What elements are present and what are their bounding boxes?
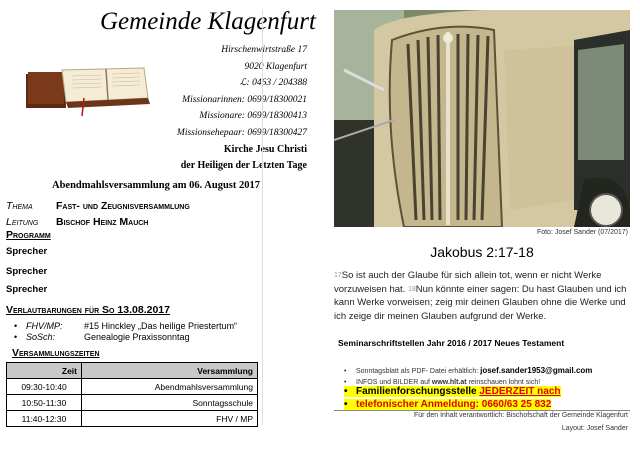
church-name-line1: Kirche Jesu Christi <box>223 144 307 155</box>
announcement-label: FHV/MP: <box>26 321 63 331</box>
column-header: Versammlung <box>82 363 258 379</box>
thema-value: Fast- und Zeugnisversammlung <box>56 200 190 212</box>
phone-registration-text: telefonischer Anmeldung: 0660/63 25 832 <box>356 399 552 410</box>
announcement-text: #15 Hinckley „Das heilige Priestertum“ <box>84 321 238 331</box>
church-name-line2: der Heiligen der Letzten Tage <box>180 160 307 171</box>
leitung-row <box>6 212 148 230</box>
column-header: Zeit <box>7 363 82 379</box>
address-phone: ℒ: 0463 / 204388 <box>239 78 307 88</box>
meeting-cell: Sonntagsschule <box>82 395 258 411</box>
church-name <box>181 142 307 174</box>
info-line-web: • INFOS und BILDER auf www.hlt.at reinschauen lohnt sich! <box>344 379 541 386</box>
photo-caption: Foto: Josef Sander (07/2017) <box>536 229 628 236</box>
announcement-item: • SoSch: Genealogie Praxissonntag <box>14 332 190 342</box>
leitung-value: Bischof Heinz Mauch <box>56 216 149 228</box>
programm-heading: Programm <box>6 229 51 241</box>
footer-layout: Layout: Josef Sander <box>561 425 628 432</box>
versammlungszeiten-heading: Versammlungszeiten <box>12 347 100 359</box>
phone-missionsehepaar: Missionsehepaar: 0699/18300427 <box>176 127 307 138</box>
table-header-row <box>7 363 258 379</box>
info-line-family-history: • Familienforschungsstelle JEDERZEIT nach <box>344 386 561 397</box>
address-block <box>177 42 307 141</box>
verse-18-text: Nun könnte einer sagen: Du hast Glauben und ich kann Werke vorweisen; zeig mir deinen Glauben ohne die Werke und ich zeige dir meinen Glauben aufgrund der Werke. <box>334 283 627 322</box>
time-cell: 11:40-12:30 <box>7 411 82 427</box>
info-line-phone: • telefonischer Anmeldung: 0660/63 25 832 <box>344 399 552 410</box>
verse-number: 18 <box>407 285 416 293</box>
footer-responsible: Für den Inhalt verantwortlich: Bischofschaft der Gemeinde Klagenfurt <box>414 412 628 419</box>
table-row <box>7 379 258 395</box>
page-title: Gemeinde Klagenfurt <box>100 8 316 35</box>
phone-missionarinnen: Missionarinnen: 0699/18300021 <box>182 94 307 105</box>
info-web-suffix: reinschauen lohnt sich! <box>466 379 541 386</box>
verlautbarungen-heading: Verlautbarungen für So 13.08.2017 <box>6 304 170 316</box>
speaker-2: Sprecher <box>6 266 48 277</box>
table-row <box>7 411 258 427</box>
verse-text <box>334 269 630 323</box>
verse-reference: Jakobus 2:17-18 <box>430 244 534 260</box>
announcement-label: SoSch: <box>26 332 56 342</box>
thema-label: Thema <box>6 200 33 212</box>
table-row <box>7 395 258 411</box>
bible-image <box>22 58 152 118</box>
speaker-3: Sprecher <box>6 284 48 295</box>
announcement-text: Genealogie Praxissonntag <box>84 332 190 342</box>
time-cell: 09:30-10:40 <box>7 379 82 395</box>
schedule-table <box>6 362 258 427</box>
info-web-text: INFOS und BILDER auf <box>356 379 432 386</box>
time-cell: 10:50-11:30 <box>7 395 82 411</box>
info-line-pdf: • Sonntagsblatt als PDF- Datei erhältlich: josef.sander1953@gmail.com <box>344 366 593 375</box>
website-link[interactable]: www.hlt.at <box>431 379 467 386</box>
speaker-1: Sprecher <box>6 246 48 257</box>
meeting-cell: Abendmahlsversammlung <box>82 379 258 395</box>
address-city: 9020 Klagenfurt <box>244 61 307 72</box>
meeting-title: Abendmahlsversammlung am 06. August 2017 <box>52 180 260 191</box>
phone-missionare: Missionare: 0699/18300413 <box>199 111 307 121</box>
family-history-text: Familienforschungsstelle <box>356 386 480 397</box>
footer-divider <box>334 410 630 411</box>
announcement-item: • FHV/MP: #15 Hinckley „Das heilige Priestertum“ <box>14 321 238 331</box>
leitung-label: Leitung <box>6 216 39 228</box>
family-history-anytime: JEDERZEIT nach <box>479 386 561 397</box>
address-street: Hirschenwirtstraße 17 <box>221 45 307 55</box>
verse-17-text: So ist auch der Glaube für sich allein tot, wenn er nicht Werke vorzuweisen hat. <box>334 270 602 295</box>
seminar-heading: Seminarschriftstellen Jahr 2016 / 2017 Neues Testament <box>338 338 565 348</box>
verse-number: 17 <box>334 272 342 279</box>
info-pdf-text: Sonntagsblatt als PDF- Datei erhältlich: <box>356 368 481 375</box>
column-divider <box>262 10 263 425</box>
email-link[interactable]: josef.sander1953@gmail.com <box>480 366 593 375</box>
meeting-cell: FHV / MP <box>82 411 258 427</box>
car-photo <box>334 10 630 227</box>
